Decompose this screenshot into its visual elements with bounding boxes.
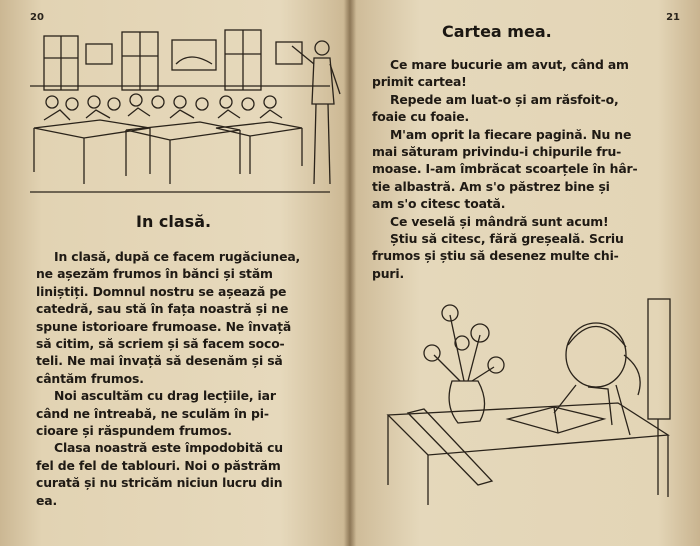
text-line: frumos și știu să desenez multe chi- <box>372 248 619 264</box>
text-line: să citim, să scriem și să facem soco- <box>36 336 285 352</box>
text-line: puri. <box>372 265 405 281</box>
text-line: cântăm frumos. <box>36 370 144 386</box>
right-page-number: 21 <box>666 12 680 23</box>
text-line: Clasa noastră este împodobită cu <box>54 440 283 456</box>
text-line: In clasă, după ce facem rugăciunea, <box>54 249 301 264</box>
text-line: ne așezăm frumos în bănci și stăm <box>36 266 273 282</box>
text-line: cioare și răspundem frumos. <box>36 423 232 439</box>
text-line: am s'o citesc toată. <box>372 196 506 212</box>
left-page-title: In clasă. <box>136 212 212 231</box>
text-line: tie albastră. Am s'o păstrez bine și <box>372 178 610 194</box>
text-line: moase. I-am îmbrăcat scoarțele în hâr- <box>372 161 638 177</box>
text-line: ea. <box>36 492 58 508</box>
text-line: când ne întreabă, ne sculăm în pi- <box>36 405 269 421</box>
text-line: Repede am luat-o și am răsfoit-o, <box>390 91 619 107</box>
right-page <box>354 0 700 546</box>
left-page-text <box>36 248 336 509</box>
text-line: liniștiți. Domnul nostru se așează pe <box>36 283 287 299</box>
text-line: teli. Ne mai învață să desenăm și să <box>36 353 283 369</box>
text-line: fel de fel de tablouri. Noi o păstrăm <box>36 457 281 473</box>
text-line: spune istorioare frumoase. Ne învață <box>36 318 292 334</box>
right-page-text <box>372 56 682 282</box>
text-line: Ce veselă și mândră sunt acum! <box>390 213 609 229</box>
right-page-title: Cartea mea. <box>442 22 552 41</box>
left-page <box>0 0 346 546</box>
text-line: curată și nu stricăm niciun lucru din <box>36 475 283 491</box>
text-line: primit cartea! <box>372 74 467 90</box>
text-line: foaie cu foaie. <box>372 109 470 125</box>
text-line: Noi ascultăm cu drag lecțiile, iar <box>54 388 276 404</box>
text-line: catedră, sau stă în fața noastră și ne <box>36 301 289 317</box>
classroom-illustration <box>30 24 346 200</box>
text-line: M'am oprit la fiecare pagină. Nu ne <box>390 126 632 142</box>
left-page-number: 20 <box>30 12 44 23</box>
text-line: Ce mare bucurie am avut, când am <box>390 57 629 72</box>
text-line: mai săturam privindu-i chipurile fru- <box>372 144 622 160</box>
girl-reading-illustration <box>368 285 690 510</box>
text-line: Știu să citesc, fără greșeală. Scriu <box>390 231 624 247</box>
